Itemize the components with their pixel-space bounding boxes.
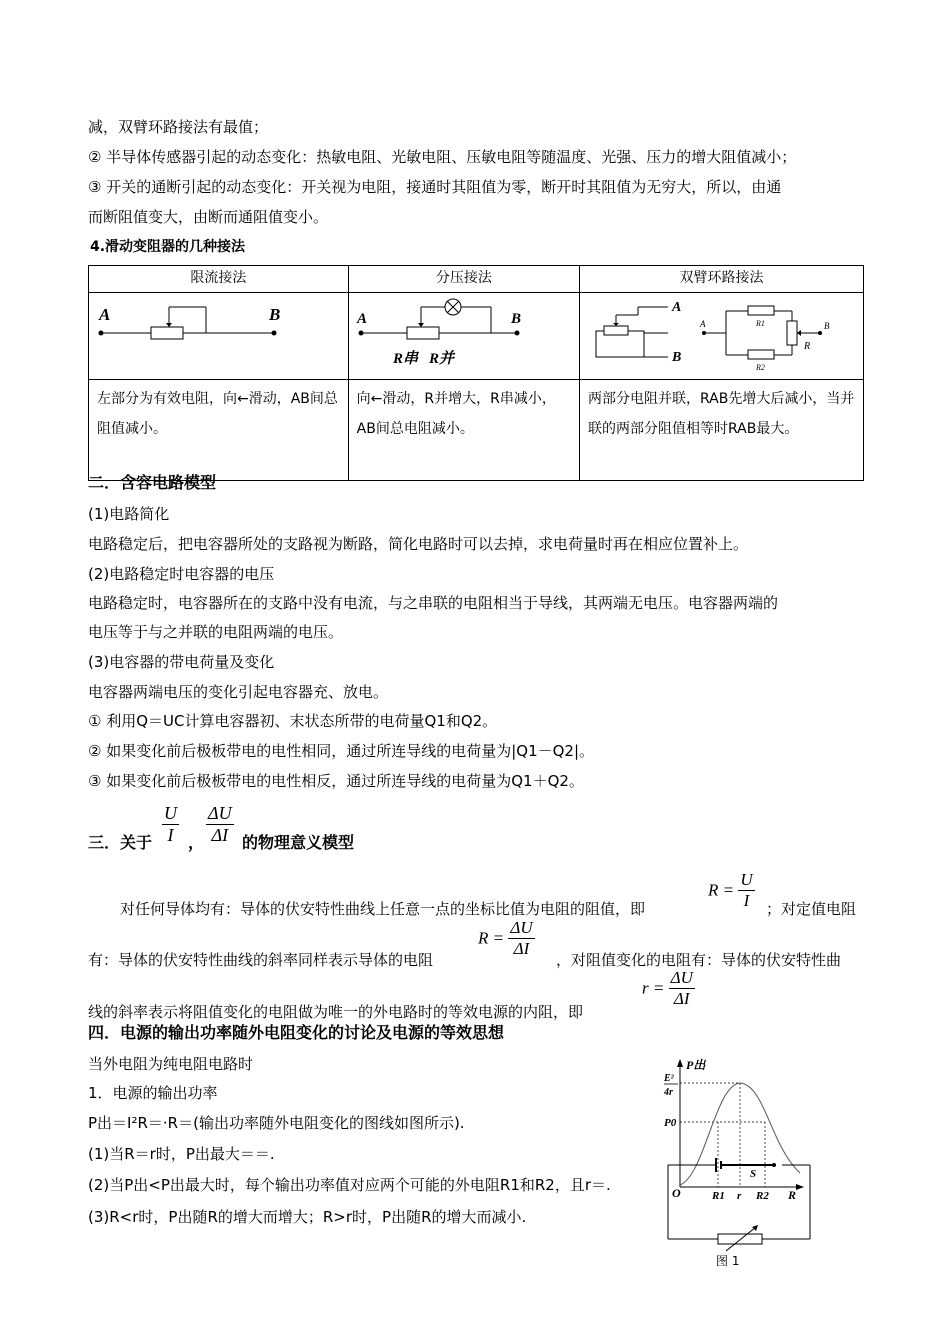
fraction-du-over-di: $\frac{\Delta U}{\Delta I}$ [208,803,232,845]
axis-p-out: P出 [686,1058,706,1072]
label-r1: R1 [756,319,765,328]
desc-current-limiting: 左部分为有效电阻，向←滑动，AB间总阻值减小。 [89,380,349,481]
sec2-p4: 电路稳定时，电容器所在的支路中没有电流，与之串联的电阻相当于导线，其两端无电压。电容器两端的 [88,594,779,612]
label-r: R [804,341,811,352]
intro-line-4: 而断阻值变大，由断而通阻值变小。 [88,208,329,226]
label-a: A [356,311,367,327]
desc-voltage-divider: 向←滑动，R并增大，R串减小，AB间总电阻减小。 [348,380,579,481]
sec2-p8: ① 利用Q＝UC计算电容器初、末状态所带的电荷量Q1和Q2。 [88,712,498,730]
label-big-r: R [788,1188,797,1202]
figure-caption: 图 1 [716,1254,740,1268]
power-curve-figure [660,1055,820,1270]
sec4-q4: (1)当R＝r时，P出最大＝＝. [88,1145,275,1163]
diagram-dual-arm [580,293,864,380]
label-b: B [672,350,682,365]
sec3-comma: ， [188,833,205,852]
label-e2: E² [664,1073,674,1084]
sec2-p7: 电容器两端电压的变化引起电容器充、放电。 [88,683,389,701]
current-limiting-circuit [89,293,347,375]
sec3-title-prefix: 三．关于 [88,833,153,852]
sec2-p5: 电压等于与之并联的电阻两端的电压。 [88,623,344,641]
diagram-voltage-divider [348,293,579,380]
intro-line-1: 减，双臂环路接法有最值； [88,118,269,136]
sec3-body-1: 对任何导体均有：导体的伏安特性曲线上任意一点的坐标比值为电阻的阻值，即 [120,900,646,918]
fraction-u-over-i: $\frac{U}{I}$ [164,803,177,845]
sec2-p3: (2)电路稳定时电容器的电压 [88,565,275,583]
sec2-p1: (1)电路简化 [88,505,170,523]
label-r-parallel: R并 [428,351,454,367]
header-voltage-divider: 分压接法 [348,266,579,293]
sec4-q3: P出＝I²R＝·R＝(输出功率随外电阻变化的图线如图所示). [88,1114,465,1132]
formula-r-du-di: R = $\frac{\Delta U}{\Delta I}$ [478,918,533,958]
voltage-divider-circuit [349,293,579,375]
label-4r: 4r [664,1087,673,1098]
label-r2: R2 [756,1190,769,1202]
label-r2: R2 [756,363,765,372]
dual-arm-circuit [580,293,863,375]
formula-r-small: r = $\frac{\Delta U}{\Delta I}$ [642,968,693,1008]
header-current-limiting: 限流接法 [89,266,349,293]
label-r: r [737,1190,742,1202]
label-o: O [672,1186,681,1200]
label-b: B [269,305,281,324]
label-b: B [510,311,521,327]
header-dual-arm: 双臂环路接法 [580,266,864,293]
sec2-p9: ② 如果变化前后极板带电的电性相同，通过所连导线的电荷量为|Q1－Q2|。 [88,742,595,760]
sec2-p2: 电路稳定后，把电容器所处的支路视为断路，简化电路时可以去掉，求电荷量时再在相应位置补上。 [88,535,749,553]
formula-r-u-i: R = $\frac{U}{I}$ [708,870,753,910]
sec3-body-3: 线的斜率表示将阻值变化的电阻做为唯一的外电路时的等效电源的内阻，即 [88,1003,584,1021]
sec4-q2: 1．电源的输出功率 [88,1084,218,1102]
diagram-current-limiting [89,293,349,380]
label-a: A [99,305,111,324]
sec4-q6: (3)R<r时，P出随R的增大而增大；R>r时，P出随R的增大而减小. [88,1208,527,1226]
label-r-series: R串 [392,351,418,367]
label-p0: P0 [664,1117,677,1129]
sec4-title: 四．电源的输出功率随外电阻变化的讨论及电源的等效思想 [88,1023,505,1042]
label-b-small: B [824,321,830,331]
intro-line-2: ② 半导体传感器引起的动态变化：热敏电阻、光敏电阻、压敏电阻等随温度、光强、压力的增大阻值减小； [88,148,797,166]
section4-title: 4.滑动变阻器的几种接法 [90,239,246,255]
label-a: A [672,300,682,315]
sec3-body-2-end: ，对阻值变化的电阻有：导体的伏安特性曲 [556,951,842,969]
intro-line-3: ③ 开关的通断引起的动态变化：开关视为电阻，接通时其阻值为零，断开时其阻值为无穷大，所以，由通 [88,178,782,196]
sec3-body-2: 有：导体的伏安特性曲线的斜率同样表示导体的电阻 [88,951,434,969]
sec4-q5: (2)当P出<P出最大时，每个输出功率值对应两个可能的外电阻R1和R2，且r＝. [88,1176,611,1194]
sec2-title: 二．含容电路模型 [88,473,217,492]
sec3-body-1-end: ；对定值电阻 [766,900,857,918]
sec2-p6: (3)电容器的带电荷量及变化 [88,653,275,671]
sec2-p10: ③ 如果变化前后极板带电的电性相反，通过所连导线的电荷量为Q1＋Q2。 [88,772,584,790]
rheostat-table [88,265,864,481]
desc-dual-arm: 两部分电阻并联，RAB先增大后减小，当并联的两部分阻值相等时RAB最大。 [580,380,864,481]
label-r1: R1 [712,1190,725,1202]
label-a-small: A [700,319,706,329]
sec3-title-suffix: 的物理意义模型 [242,833,355,852]
label-s: S [750,1168,757,1180]
sec4-q1: 当外电阻为纯电阻电路时 [88,1055,254,1073]
